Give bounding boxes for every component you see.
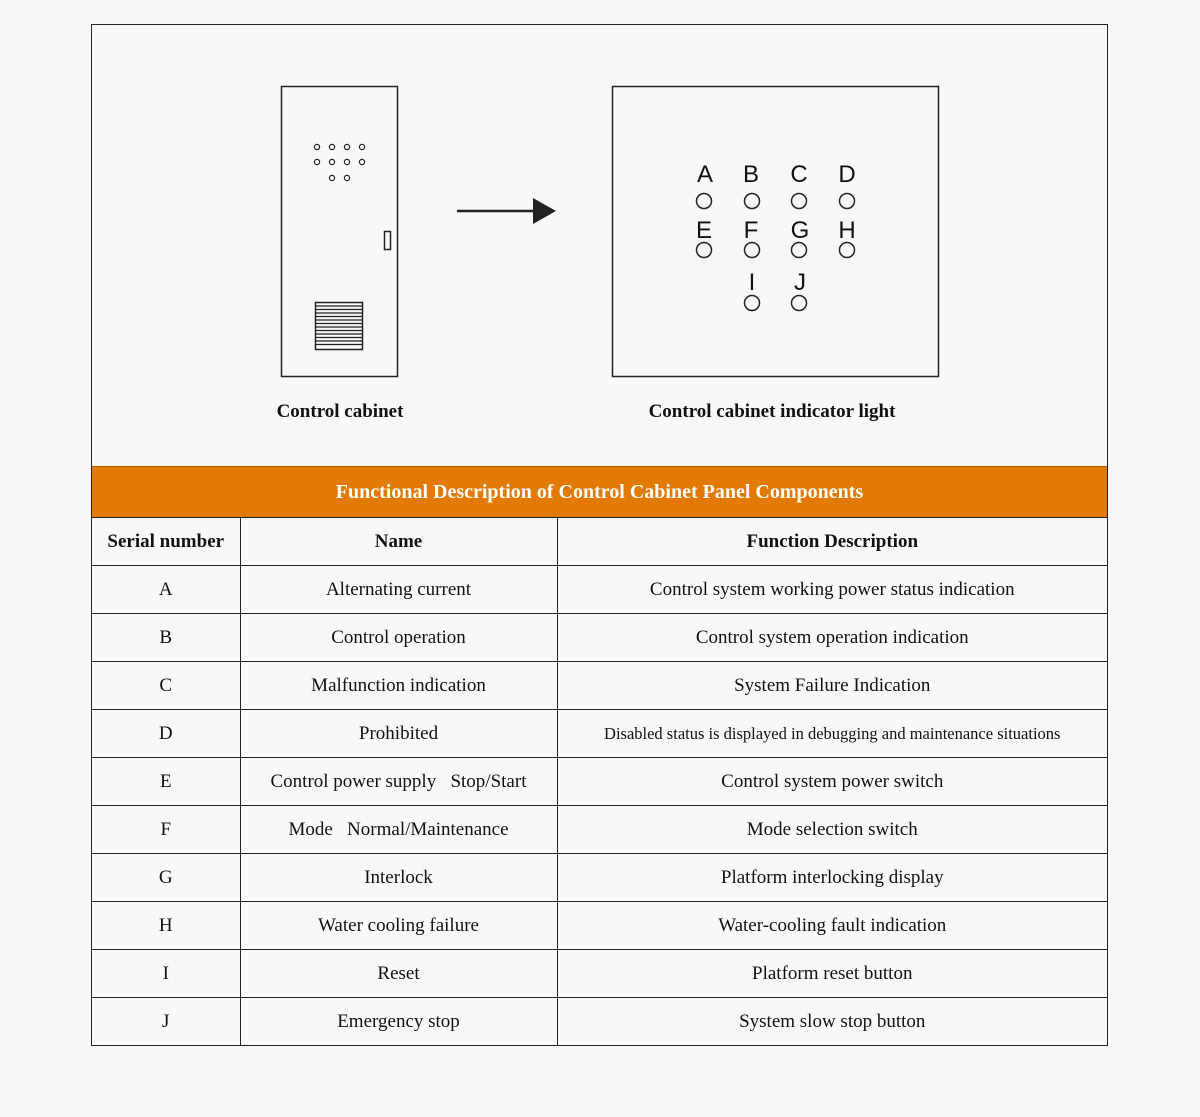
cabinet-outline xyxy=(282,87,398,377)
panel-label-a: A xyxy=(696,161,714,188)
function-cell: Control system power switch xyxy=(557,758,1107,806)
control-cabinet xyxy=(282,87,398,377)
table-row xyxy=(92,710,1107,758)
panel-label-i: I xyxy=(748,269,756,296)
serial-cell: I xyxy=(92,950,240,998)
indicator-light-h xyxy=(840,243,855,258)
table-row xyxy=(92,566,1107,614)
indicator-labels xyxy=(696,161,856,296)
indicator-lights xyxy=(697,194,855,311)
diagram-frame xyxy=(91,24,1108,1046)
table-row xyxy=(92,662,1107,710)
function-cell: Platform reset button xyxy=(557,950,1107,998)
indicator-light-f xyxy=(745,243,760,258)
serial-cell: C xyxy=(92,662,240,710)
indicator-light-a xyxy=(697,194,712,209)
function-cell: Control system working power status indication xyxy=(557,566,1107,614)
diagram-area xyxy=(92,25,1109,466)
name-cell: Prohibited xyxy=(240,710,557,758)
indicator-light-g xyxy=(792,243,807,258)
function-cell: Disabled status is displayed in debugging and maintenance situations xyxy=(557,710,1107,758)
indicator-light-b xyxy=(745,194,760,209)
function-cell: Mode selection switch xyxy=(557,806,1107,854)
diagram-svg xyxy=(92,25,1109,466)
name-cell: Reset xyxy=(240,950,557,998)
name-cell: Mode Normal/Maintenance xyxy=(240,806,557,854)
panel-label-f: F xyxy=(743,217,759,244)
cabinet-caption: Control cabinet xyxy=(276,401,404,422)
serial-cell: B xyxy=(92,614,240,662)
panel-label-c: C xyxy=(790,161,808,188)
serial-cell: G xyxy=(92,854,240,902)
table-row xyxy=(92,758,1107,806)
indicator-light-e xyxy=(697,243,712,258)
table-title-banner: Functional Description of Control Cabinet Panel Components xyxy=(92,466,1107,518)
name-cell: Control power supply Stop/Start xyxy=(240,758,557,806)
function-cell: System Failure Indication xyxy=(557,662,1107,710)
indicator-panel xyxy=(613,87,939,377)
cabinet-indicator-dots xyxy=(314,144,364,180)
column-header-serial: Serial number xyxy=(92,518,240,566)
serial-cell: F xyxy=(92,806,240,854)
indicator-panel-outline xyxy=(613,87,939,377)
column-header-function: Function Description xyxy=(557,518,1107,566)
indicator-light-j xyxy=(792,296,807,311)
serial-cell: A xyxy=(92,566,240,614)
name-cell: Emergency stop xyxy=(240,998,557,1046)
panel-label-j: J xyxy=(794,269,806,296)
table-row xyxy=(92,806,1107,854)
table-row xyxy=(92,614,1107,662)
panel-label-h: H xyxy=(838,217,856,244)
panel-label-g: G xyxy=(790,217,810,244)
name-cell: Alternating current xyxy=(240,566,557,614)
column-header-name: Name xyxy=(240,518,557,566)
function-cell: Platform interlocking display xyxy=(557,854,1107,902)
table-row xyxy=(92,854,1107,902)
function-cell: Control system operation indication xyxy=(557,614,1107,662)
serial-cell: E xyxy=(92,758,240,806)
name-cell: Malfunction indication xyxy=(240,662,557,710)
arrow-icon xyxy=(457,198,556,224)
components-table xyxy=(92,518,1107,1045)
panel-label-b: B xyxy=(742,161,760,188)
function-cell: System slow stop button xyxy=(557,998,1107,1046)
serial-cell: H xyxy=(92,902,240,950)
panel-label-d: D xyxy=(838,161,856,188)
name-cell: Control operation xyxy=(240,614,557,662)
indicator-caption: Control cabinet indicator light xyxy=(648,401,896,422)
cabinet-handle xyxy=(385,232,391,250)
cabinet-vent-slats xyxy=(316,306,362,345)
function-cell: Water-cooling fault indication xyxy=(557,902,1107,950)
serial-cell: D xyxy=(92,710,240,758)
indicator-light-c xyxy=(792,194,807,209)
table-row xyxy=(92,950,1107,998)
table-row xyxy=(92,998,1107,1046)
table-row xyxy=(92,902,1107,950)
indicator-light-i xyxy=(745,296,760,311)
indicator-light-d xyxy=(840,194,855,209)
panel-label-e: E xyxy=(695,217,713,244)
name-cell: Interlock xyxy=(240,854,557,902)
serial-cell: J xyxy=(92,998,240,1046)
table-header-row xyxy=(92,518,1107,566)
name-cell: Water cooling failure xyxy=(240,902,557,950)
